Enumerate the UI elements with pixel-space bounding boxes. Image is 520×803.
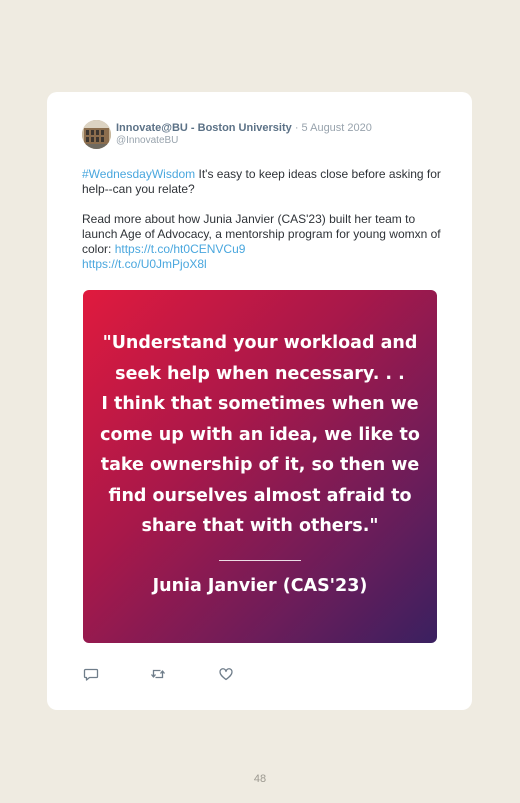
tweet-text [82,167,447,272]
page-number: 48 [253,773,267,785]
quote-divider [219,560,301,561]
separator-dot: · [294,122,299,134]
quote-line: come up with an idea, we like to [100,424,420,445]
paragraph-1-text: It's easy to keep ideas close before asking for help--can you relate? [82,167,441,196]
user-handle[interactable]: @InnovateBU [116,135,179,146]
quote-line: find ourselves almost afraid to [108,485,412,506]
building-photo-icon [82,120,111,149]
reply-icon[interactable] [83,666,99,682]
quote-line: take ownership of it, so then we [100,455,420,475]
quote-text [83,328,437,542]
quote-author: Junia Janvier (CAS'23) [152,576,368,596]
tweet-paragraph-2 [82,212,447,272]
retweet-icon[interactable] [150,666,166,682]
article-link[interactable]: https://t.co/ht0CENVCu9 [114,242,246,256]
tweet-date[interactable]: 5 August 2020 [301,122,372,134]
avatar[interactable] [82,120,111,149]
media-link[interactable]: https://t.co/U0JmPjoX8l [82,257,207,271]
tweet-card [47,92,472,710]
quote-line: share that with others." [141,516,379,536]
tweet-header [116,121,372,135]
paragraph-2-text: Read more about how Junia Janvier (CAS'23) built her team to launch Age of Advocacy, a mentorship program for young womxn of color: [82,212,441,256]
quote-line: I think that sometimes when we [101,394,419,414]
quote-line: "Understand your workload and [102,333,418,353]
like-icon[interactable] [218,666,234,682]
quote-line: seek help when necessary. . . [115,363,405,384]
quote-image[interactable] [83,290,437,643]
tweet-paragraph-1 [82,167,447,197]
display-name[interactable]: Innovate@BU - Boston University [116,122,292,134]
hashtag-link[interactable]: #WednesdayWisdom [82,167,196,181]
